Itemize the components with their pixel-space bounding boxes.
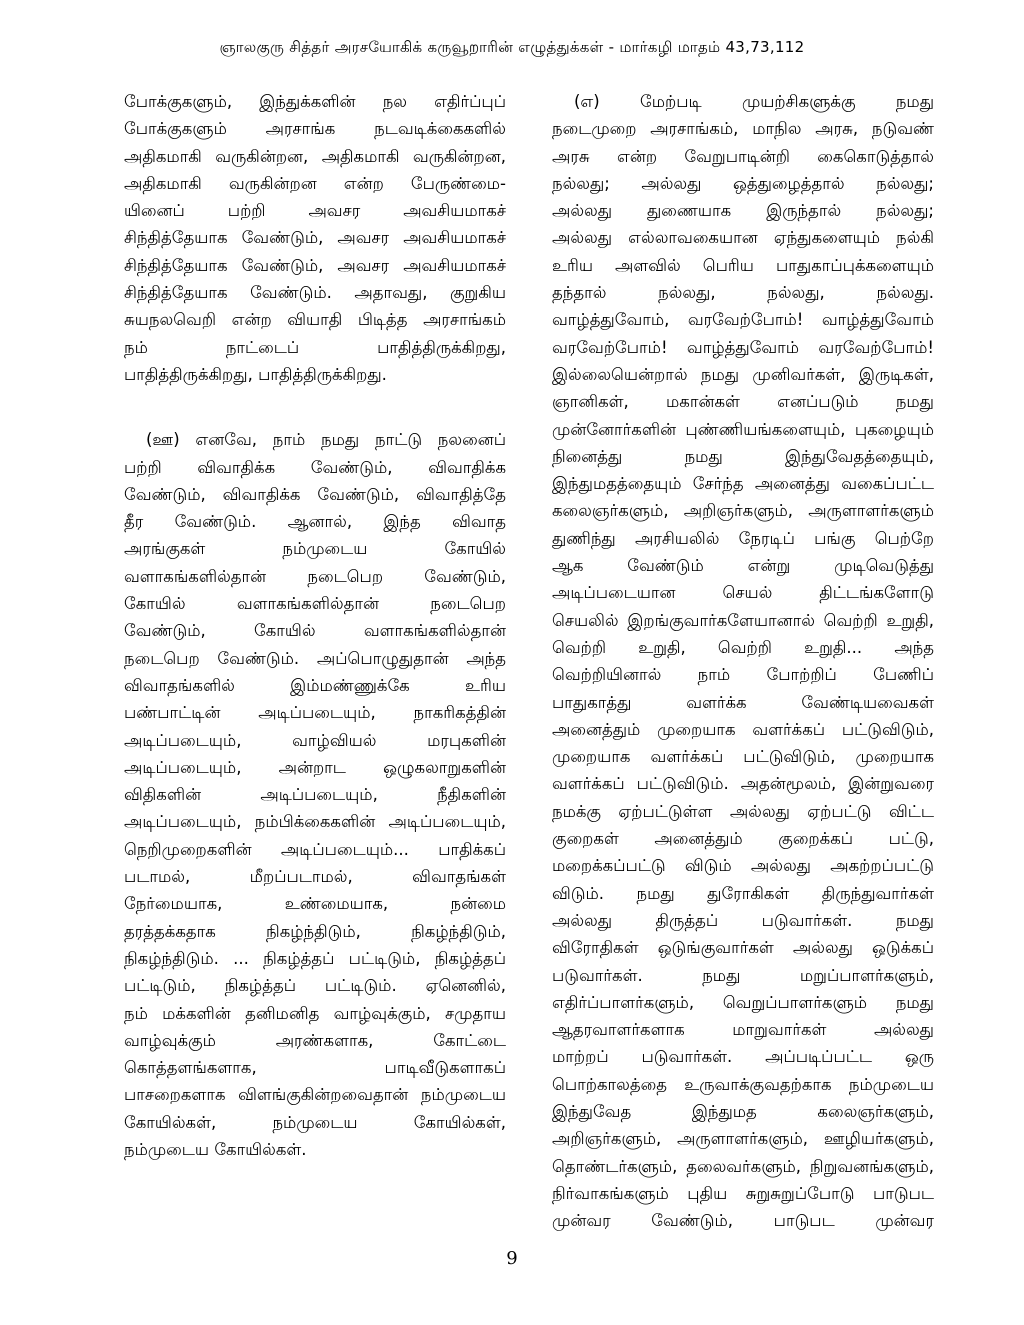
text-line: விடும். நமது துரோகிகள் திருந்துவார்கள் xyxy=(552,883,934,903)
text-line: பற்றி விவாதிக்க வேண்டும், விவாதிக்க xyxy=(124,457,506,477)
text-line: கோயில் வளாகங்களில்தான் நடைபெற xyxy=(124,594,506,614)
text-line: நினைத்து நமது இந்துவேதத்தையும், xyxy=(552,446,934,466)
text-line: போக்குகளும் அரசாங்க நடவடிக்கைகளில் xyxy=(124,119,506,139)
text-line: தந்தால் நல்லது, நல்லது, நல்லது. xyxy=(552,283,934,303)
text-line: விவாதங்களில் இம்மண்ணுக்கே உரிய xyxy=(124,675,506,695)
text-line: நம் நாட்டைப் பாதித்திருக்கிறது, xyxy=(124,337,506,357)
text-line: நல்லது; அல்லது ஒத்துழைத்தால் நல்லது; xyxy=(552,173,934,193)
text-line: நடைபெற வேண்டும். அப்பொழுதுதான் அந்த xyxy=(124,648,506,668)
paragraph-left-1 xyxy=(124,88,506,388)
text-line: அதிகமாகி வருகின்றன என்ற பேருண்மை- xyxy=(124,173,506,193)
right-column xyxy=(552,88,934,1234)
page-number: 9 xyxy=(506,1248,518,1269)
text-line: யினைப் பற்றி அவசர அவசியமாகச் xyxy=(124,201,506,221)
text-line: கொத்தளங்களாக, பாடிவீடுகளாகப் xyxy=(124,1058,506,1078)
text-line: நடைமுறை அரசாங்கம், மாநில அரசு, நடுவண் xyxy=(552,119,934,139)
text-line: நிகழ்ந்திடும். ... நிகழ்த்தப் பட்டிடும், நிகழ்த்தப் xyxy=(124,948,506,968)
text-line: போக்குகளும், இந்துக்களின் நல எதிர்ப்புப் xyxy=(124,92,506,111)
text-line: அனைத்தும் முறையாக வளர்க்கப் பட்டுவிடும், xyxy=(552,719,934,739)
text-line: செயலில் இறங்குவார்களேயானால் வெற்றி உறுதி, xyxy=(552,610,934,630)
text-line: மாற்றப் படுவார்கள். அப்படிப்பட்ட ஒரு xyxy=(552,1047,934,1067)
text-line: வாழ்த்துவோம், வரவேற்போம்! வாழ்த்துவோம் xyxy=(552,310,934,330)
text-line: பாசறைகளாக விளங்குகின்றவைதான் நம்முடைய xyxy=(124,1085,506,1105)
text-line: வேண்டும், கோயில் வளாகங்களில்தான் xyxy=(124,621,506,641)
text-line: துணிந்து அரசியலில் நேரடிப் பங்கு பெற்றே xyxy=(552,528,934,548)
text-line: நமக்கு ஏற்பட்டுள்ள அல்லது ஏற்பட்டு விட்ட xyxy=(552,801,934,821)
text-line: நெறிமுறைகளின் அடிப்படையும்... பாதிக்கப் xyxy=(124,839,506,859)
text-line: அல்லது எல்லாவகையான ஏந்துகளையும் நல்கி xyxy=(552,228,934,248)
text-line: ஞானிகள், மகான்கள் எனப்படும் நமது xyxy=(552,392,934,412)
text-line: கலைஞர்களும், அறிஞர்களும், அருளாளர்களும் xyxy=(552,501,934,521)
text-line: சிந்தித்தேயாக வேண்டும், அவசர அவசியமாகச் xyxy=(124,255,506,275)
text-line: தரத்தக்கதாக நிகழ்ந்திடும், நிகழ்ந்திடும், xyxy=(124,921,506,941)
text-line: குறைகள் அனைத்தும் குறைக்கப் பட்டு, xyxy=(552,829,934,849)
text-line: அடிப்படையும், நம்பிக்கைகளின் அடிப்படையும், xyxy=(124,812,506,832)
text-line: வெற்றியினால் நாம் போற்றிப் பேணிப் xyxy=(552,665,934,685)
text-line: பட்டிடும், நிகழ்த்தப் பட்டிடும். ஏனெனில், xyxy=(124,976,506,996)
text-line: வாழ்வுக்கும் அரண்களாக, கோட்டை xyxy=(124,1030,506,1050)
text-line: வளாகங்களில்தான் நடைபெற வேண்டும், xyxy=(124,566,506,586)
text-line: விதிகளின் அடிப்படையும், நீதிகளின் xyxy=(124,785,506,805)
text-line: கோயில்கள், நம்முடைய கோயில்கள், xyxy=(124,1112,506,1132)
text-line: முறையாக வளர்க்கப் பட்டுவிடும், முறையாக xyxy=(552,747,934,767)
text-line: அறிஞர்களும், அருளாளர்களும், ஊழியர்களும், xyxy=(552,1129,934,1149)
text-line: வளர்க்கப் பட்டுவிடும். அதன்மூலம், இன்றுவரை xyxy=(552,774,934,794)
text-line: தீர வேண்டும். ஆனால், இந்த விவாத xyxy=(124,512,506,532)
text-line: பண்பாட்டின் அடிப்படையும், நாகரிகத்தின் xyxy=(124,703,506,723)
text-line: படாமல், மீறப்படாமல், விவாதங்கள் xyxy=(124,867,506,887)
text-line: சுயநலவெறி என்ற வியாதி பிடித்த அரசாங்கம் xyxy=(124,310,506,330)
text-line: இந்துமதத்தையும் சேர்ந்த அனைத்து வகைப்பட்ட xyxy=(552,474,934,494)
paragraph-right-1 xyxy=(552,88,934,1234)
text-line: வரவேற்போம்! வாழ்த்துவோம் வரவேற்போம்! xyxy=(552,337,934,357)
text-line: அல்லது திருத்தப் படுவார்கள். நமது xyxy=(552,910,934,930)
text-line: இல்லையென்றால் நமது முனிவர்கள், இருடிகள், xyxy=(552,364,934,384)
text-line: அடிப்படையான செயல் திட்டங்களோடு xyxy=(552,583,934,603)
text-line: வேண்டும், விவாதிக்க வேண்டும், விவாதித்தே xyxy=(124,484,506,504)
text-line: (எ) மேற்படி முயற்சிகளுக்கு நமது xyxy=(574,92,934,111)
text-line: அதிகமாகி வருகின்றன, அதிகமாகி வருகின்றன, xyxy=(124,146,506,166)
text-line: அடிப்படையும், அன்றாட ஒழுகலாறுகளின் xyxy=(124,757,506,777)
text-line: நேர்மையாக, உண்மையாக, நன்மை xyxy=(124,894,506,914)
text-line: முன்னோர்களின் புண்ணியங்களையும், புகழையும் xyxy=(552,419,934,439)
text-line: ஆக வேண்டும் என்று முடிவெடுத்து xyxy=(552,556,934,576)
text-line: இந்துவேத இந்துமத கலைஞர்களும், xyxy=(552,1101,934,1121)
text-line: பொற்காலத்தை உருவாக்குவதற்காக நம்முடைய xyxy=(552,1074,934,1094)
text-line: அல்லது துணையாக இருந்தால் நல்லது; xyxy=(552,201,934,221)
running-header: ஞாலகுரு சித்தர் அரசயோகிக் கருவூறாரின் எழுத்துக்கள் - மார்கழி மாதம் 43,73,112 xyxy=(219,38,805,56)
text-line: விரோதிகள் ஒடுங்குவார்கள் அல்லது ஒடுக்கப் xyxy=(552,938,934,958)
text-line: நம் மக்களின் தனிமனித வாழ்வுக்கும், சமுதாய xyxy=(124,1003,506,1023)
text-line: (ஊ) எனவே, நாம் நமது நாட்டு நலனைப் xyxy=(146,430,506,450)
text-line: சிந்தித்தேயாக வேண்டும், அவசர அவசியமாகச் xyxy=(124,228,506,248)
text-line: தொண்டர்களும், தலைவர்களும், நிறுவனங்களும், xyxy=(552,1156,934,1176)
text-line: அரங்குகள் நம்முடைய கோயில் xyxy=(124,539,506,559)
paragraph-gap xyxy=(124,388,506,426)
text-line: அரசு என்ற வேறுபாடின்றி கைகொடுத்தால் xyxy=(552,146,934,166)
text-line: நம்முடைய கோயில்கள். xyxy=(124,1139,307,1159)
text-line: எதிர்ப்பாளர்களும், வெறுப்பாளர்களும் நமது xyxy=(552,992,934,1012)
text-line: ஆதரவாளர்களாக மாறுவார்கள் அல்லது xyxy=(552,1020,934,1040)
text-line: உரிய அளவில் பெரிய பாதுகாப்புக்களையும் xyxy=(552,255,934,275)
text-line: சிந்தித்தேயாக வேண்டும். அதாவது, குறுகிய xyxy=(124,283,506,303)
text-line: அடிப்படையும், வாழ்வியல் மரபுகளின் xyxy=(124,730,506,750)
text-line: படுவார்கள். நமது மறுப்பாளர்களும், xyxy=(552,965,934,985)
text-line: மறைக்கப்பட்டு விடும் அல்லது அகற்றப்பட்டு xyxy=(552,856,934,876)
text-line: பாதுகாத்து வளர்க்க வேண்டியவைகள் xyxy=(552,692,934,712)
left-column xyxy=(124,88,506,1163)
paragraph-left-2 xyxy=(124,426,506,1163)
text-line: முன்வர வேண்டும், பாடுபட முன்வர xyxy=(552,1211,934,1231)
text-line: பாதித்திருக்கிறது, பாதித்திருக்கிறது. xyxy=(124,364,387,384)
text-line: வெற்றி உறுதி, வெற்றி உறுதி... அந்த xyxy=(552,637,934,657)
text-line: நிர்வாகங்களும் புதிய சுறுசுறுப்போடு பாடுபட xyxy=(552,1183,934,1203)
